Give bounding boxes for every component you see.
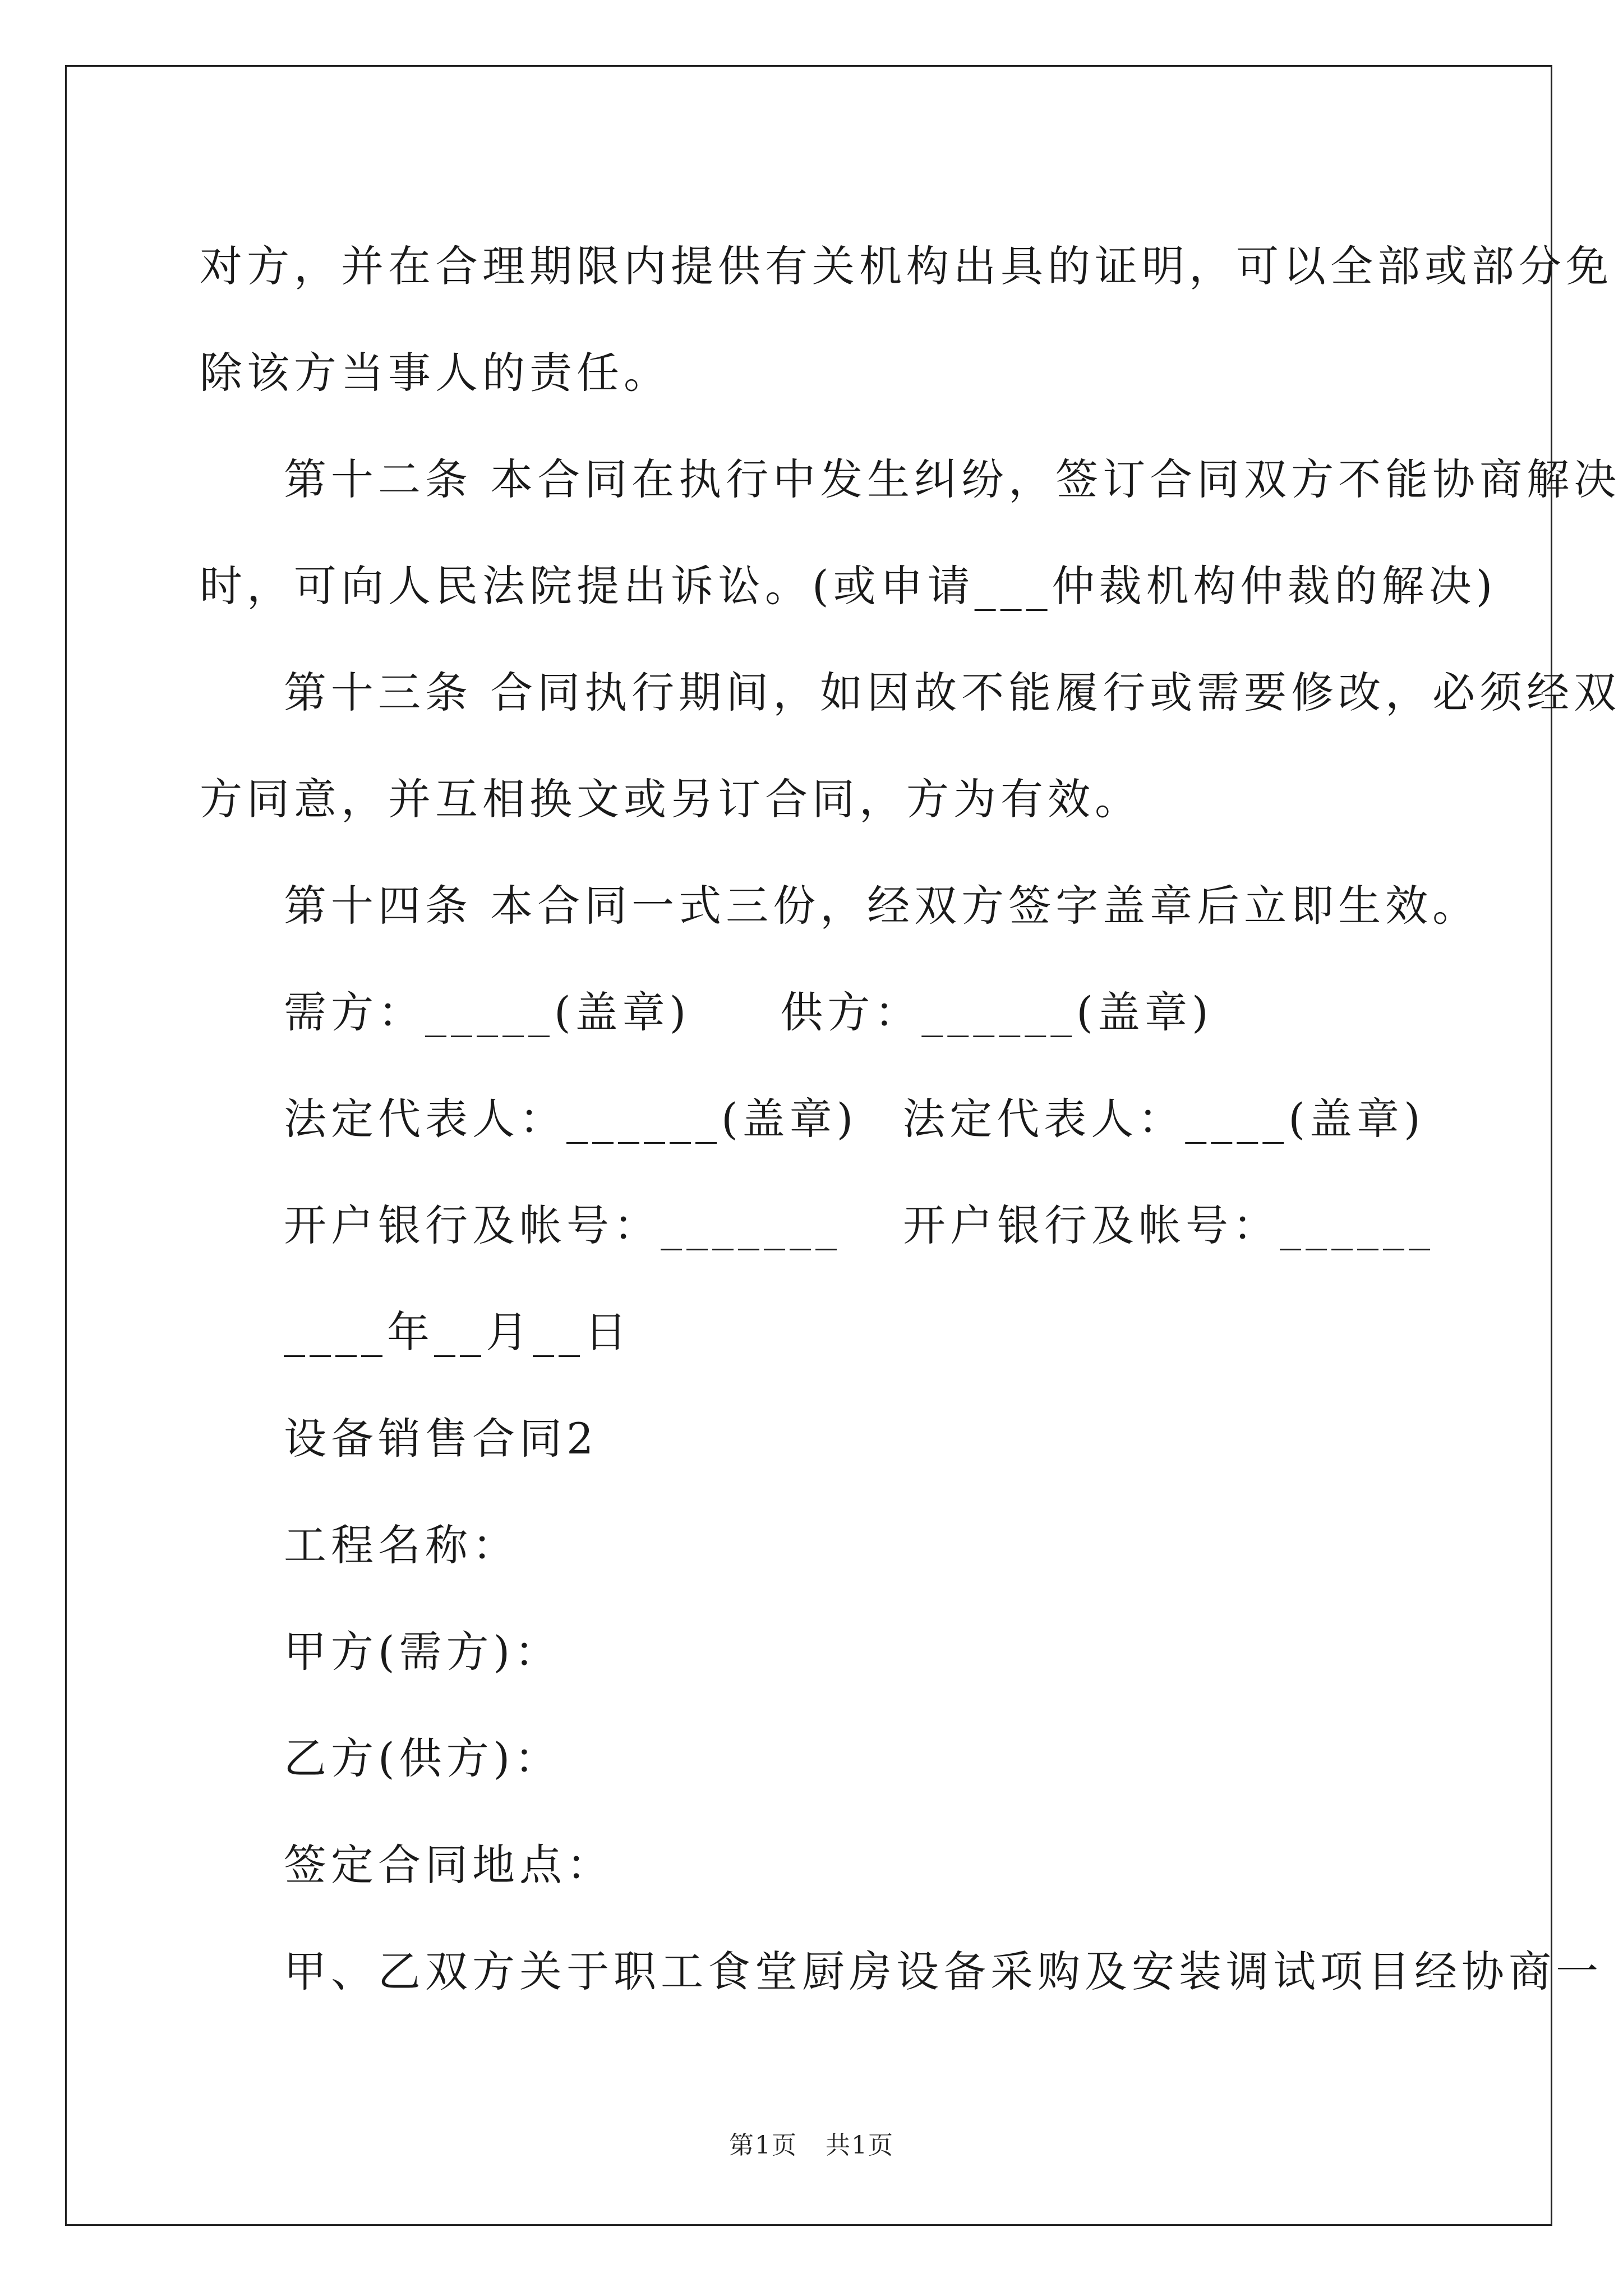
signature-row-bank: [200, 1172, 1433, 1279]
article-14: 第十四条 本合同一式三份，经双方签字盖章后立即生效。: [284, 881, 1480, 931]
document-body: [200, 213, 1621, 2025]
page-total: 共1页: [826, 2131, 894, 2160]
paragraph-line: 除该方当事人的责任。: [200, 348, 671, 398]
paragraph-line: 方同意，并互相换文或另订合同，方为有效。: [200, 774, 1142, 824]
seller-signature: 供方：______(盖章): [780, 987, 1213, 1037]
paragraph-line: 时，可向人民法院提出诉讼。(或申请___仲裁机构仲裁的解决): [200, 561, 1497, 611]
party-a-field: 甲方(需方)：: [284, 1627, 562, 1677]
buyer-signature: 需方：_____(盖章): [284, 987, 691, 1037]
article-13: 第十三条 合同执行期间，如因故不能履行或需要修改，必须经双: [284, 668, 1621, 717]
buyer-representative: 法定代表人：______(盖章): [284, 1094, 858, 1144]
project-name-field: 工程名称：: [284, 1520, 519, 1570]
seller-bank-account: 开户银行及帐号：______: [903, 1200, 1435, 1250]
signature-row-representatives: [200, 1066, 1433, 1172]
contract-title: 设备销售合同2: [284, 1414, 598, 1464]
signature-date: ____年__月__日: [284, 1307, 631, 1357]
page-number: 第1页: [729, 2131, 797, 2160]
article-12: 第十二条 本合同在执行中发生纠纷，签订合同双方不能协商解决: [284, 454, 1621, 504]
signing-place-field: 签定合同地点：: [284, 1840, 614, 1890]
signature-row-parties: [200, 959, 1433, 1066]
contract-intro: 甲、乙双方关于职工食堂厨房设备采购及安装调试项目经协商一: [284, 1947, 1603, 1996]
seller-representative: 法定代表人：____(盖章): [902, 1094, 1425, 1144]
page-footer: [0, 2125, 1623, 2161]
buyer-bank-account: 开户银行及帐号：_______: [284, 1200, 841, 1250]
paragraph-line: 对方，并在合理期限内提供有关机构出具的证明，可以全部或部分免: [200, 241, 1613, 291]
party-b-field: 乙方(供方)：: [284, 1733, 562, 1783]
